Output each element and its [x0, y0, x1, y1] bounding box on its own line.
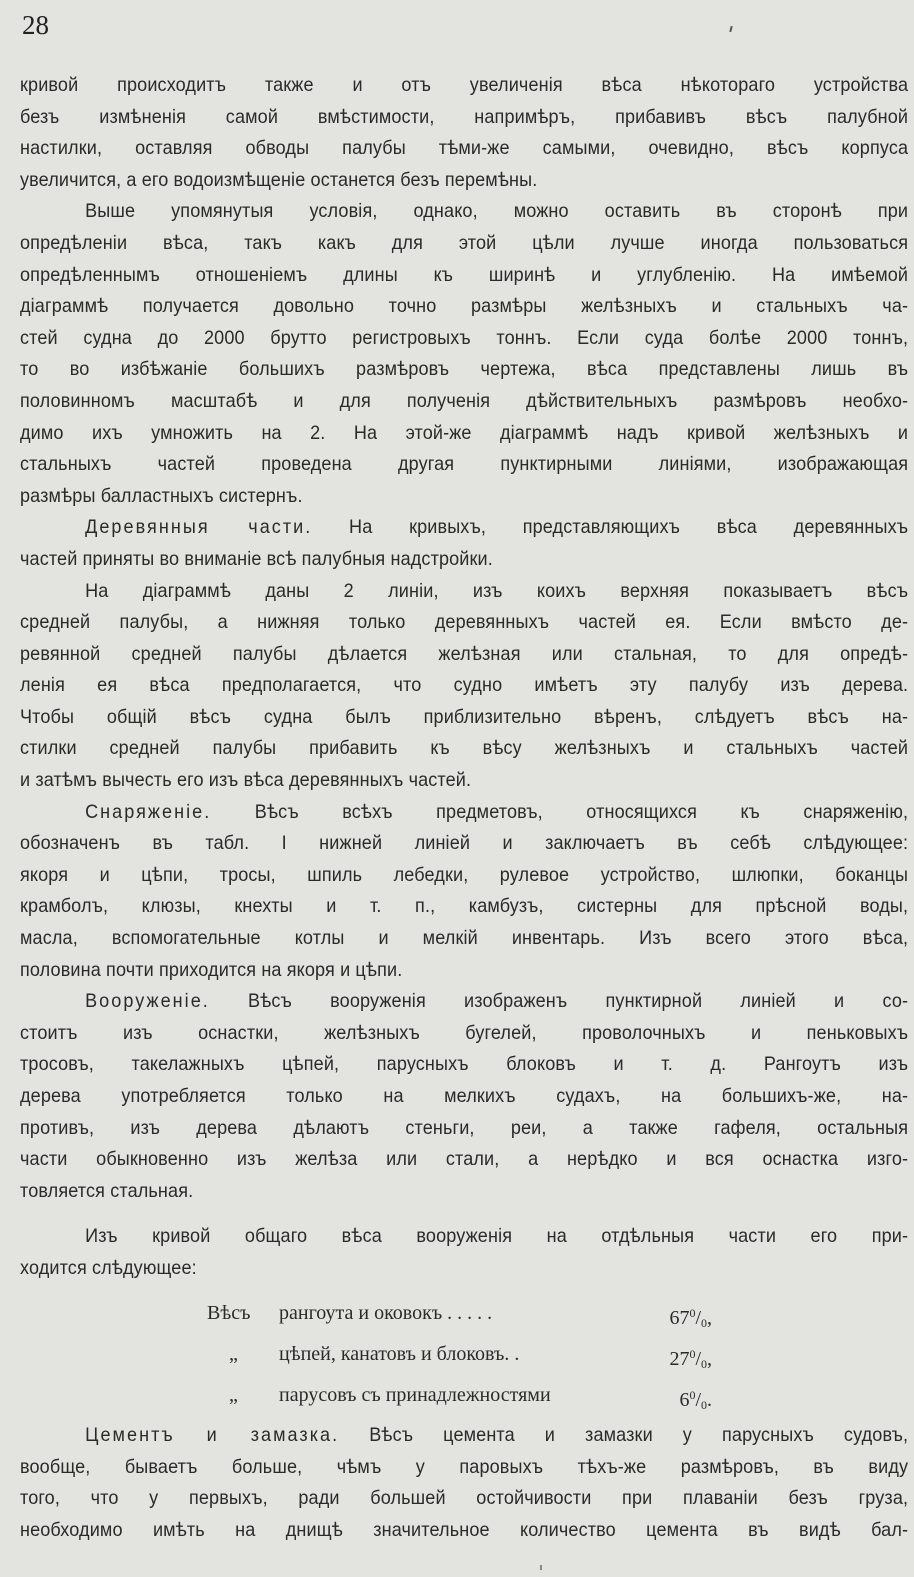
text-line: Чтобы общій вѣсъ судна былъ приблизительно вѣренъ, слѣдуетъ вѣсъ на- [20, 705, 909, 728]
text-line: размѣры балластныхъ систернъ. [20, 484, 303, 507]
row-percent: $27^0/_0$, [669, 1347, 712, 1371]
paragraph-rigging-breakdown [20, 1221, 908, 1284]
text-line: увеличится, а его водоизмѣщеніе останется безъ перемѣны. [20, 168, 538, 191]
text-line: опредѣленнымъ отношеніемъ длины къ ширинѣ и углубленію. На имѣемой [20, 263, 909, 286]
section-heading: Цементъ и замазка. [85, 1424, 340, 1446]
row-item: рангоута и оковокъ . . . . . [279, 1302, 493, 1324]
text-line: ревянной средней палубы дѣлается желѣзная или стальная, то для опредѣ- [20, 642, 909, 665]
text-line: половина почти приходится на якоря и цѣпи. [20, 958, 403, 981]
paragraph-cement [20, 1420, 908, 1546]
text-line: стальныхъ частей проведена другая пунктирными линіями, изображающая [20, 453, 909, 476]
text-line: опредѣленіи вѣса, такъ какъ для этой цѣли лучше иногда пользоваться [20, 231, 909, 254]
text-line: ходится слѣдующее: [20, 1256, 197, 1279]
text-line: масла, вспомогательные котлы и мелкій инвентарь. Изъ всего этого вѣса, [20, 927, 909, 950]
text-line: частей приняты во вниманіе всѣ палубныя надстройки. [20, 547, 493, 570]
section-heading: Деревянныя части. [85, 516, 313, 539]
text-line: безъ измѣненія самой вмѣстимости, напримѣръ, прибавивъ вѣсъ палубной [20, 105, 909, 128]
text-line: и затѣмъ вычесть его изъ вѣса деревянныхъ частей. [20, 769, 472, 792]
section-heading: Вооруженіе. [85, 990, 210, 1013]
text-line: діаграммѣ получается довольно точно размѣры желѣзныхъ и стальныхъ ча- [20, 295, 909, 318]
body-text-bottom [20, 1420, 908, 1546]
text-line: якоря и цѣпи, тросы, шпиль лебедки, рулевое устройство, шлюпки, боканцы [20, 863, 909, 886]
text-line: части обыкновенно изъ желѣза или стали, а нерѣдко и вся оснастка изго- [20, 1148, 909, 1171]
paragraph-continuation [20, 70, 908, 196]
paragraph-wooden-parts [20, 512, 908, 575]
text-line: тросовъ, такелажныхъ цѣпей, парусныхъ блоковъ и т. д. Рангоутъ изъ [20, 1053, 909, 1076]
row-item: цѣпей, канатовъ и блоковъ. . [279, 1343, 520, 1365]
row-item: парусовъ съ принадлежностями [279, 1384, 551, 1406]
section-heading: Снаряженіе. [85, 800, 212, 823]
text-line: настилки, оставляя обводы палубы тѣми-же самыми, очевидно, вѣсъ корпуса [20, 137, 909, 160]
ditto-mark: „ [229, 1384, 238, 1406]
text-line: крамболъ, клюзы, кнехты и т. п., камбузъ, систерны для прѣсной воды, [20, 895, 909, 918]
paragraph-rigging [20, 986, 908, 1207]
text-line: стей судна до 2000 брутто регистровыхъ тоннъ. Если суда болѣе 2000 тоннъ, [20, 326, 909, 349]
text-line: Деревянныя части. На кривыхъ, представляющихъ вѣса деревянныхъ [85, 516, 909, 539]
table-row [207, 1380, 712, 1421]
text-line: Выше упомянутыя условія, однако, можно оставить въ сторонѣ при [85, 200, 909, 223]
page-number: 28 [22, 10, 49, 40]
text-line: димо ихъ умножить на 2. На этой-же діаграммѣ надъ кривой желѣзныхъ и [20, 421, 909, 444]
paragraph-conditions [20, 196, 908, 512]
text-line: вообще, бываетъ больше, чѣмъ у паровыхъ тѣхъ-же размѣровъ, въ виду [20, 1455, 909, 1478]
rigging-weight-table [207, 1298, 712, 1421]
paragraph-middle-deck [20, 576, 908, 797]
text-line: дерева употребляется только на мелкихъ судахъ, на большихъ-же, на- [20, 1085, 909, 1107]
text-line: Цементъ и замазка. Вѣсъ цемента и замазки у парусныхъ судовъ, [85, 1424, 909, 1446]
text-line: того, что у первыхъ, ради большей остойчивости при плаваніи безъ груза, [20, 1487, 909, 1510]
text-line: то во избѣжаніе большихъ размѣровъ чертежа, вѣса представлены лишь въ [20, 358, 909, 381]
text-line: Снаряженіе. Вѣсъ всѣхъ предметовъ, относящихся къ снаряженію, [85, 800, 909, 823]
text-line: стилки средней палубы прибавить къ вѣсу желѣзныхъ и стальныхъ частей [20, 737, 909, 760]
text-line: товляется стальная. [20, 1179, 194, 1202]
text-line: средней палубы, а нижняя только деревянныхъ частей ея. Если вмѣсто де- [20, 611, 909, 634]
paragraph-equipment [20, 797, 908, 987]
text-line: Вооруженіе. Вѣсъ вооруженія изображенъ пунктирной линіей и со- [85, 990, 909, 1013]
text-line: необходимо имѣть на днищѣ значительное количество цемента въ видѣ бал- [20, 1518, 909, 1541]
text-line: кривой происходитъ также и отъ увеличенія вѣса нѣкотораго устройства [20, 74, 909, 96]
ditto-mark: „ [229, 1343, 238, 1365]
text-line: Изъ кривой общаго вѣса вооруженія на отдѣльныя части его при- [85, 1225, 909, 1248]
text-line: ленія ея вѣса предполагается, что судно имѣетъ эту палубу изъ дерева. [20, 674, 909, 697]
text-line: противъ, изъ дерева дѣлаютъ стеньги, реи, а также гафеля, остальныя [20, 1116, 909, 1139]
print-mark [729, 26, 732, 32]
row-prefix: Вѣсъ [207, 1302, 251, 1324]
text-line: На діаграммѣ даны 2 линіи, изъ коихъ верхняя показываетъ вѣсъ [85, 579, 909, 602]
text-line: половинномъ масштабѣ и для полученія дѣйствительныхъ размѣровъ необхо- [20, 389, 909, 412]
body-text [20, 70, 908, 1285]
row-percent: $67^0/_0$, [669, 1306, 712, 1330]
text-line: стоитъ изъ оснастки, желѣзныхъ бугелей, проволочныхъ и пеньковыхъ [20, 1021, 909, 1044]
table-row [207, 1298, 712, 1339]
text-line: обозначенъ въ табл. I нижней линіей и заключаетъ въ себѣ слѣдующее: [20, 832, 909, 855]
table-row [207, 1339, 712, 1380]
print-mark [540, 1565, 542, 1570]
row-percent: $6^0/_0$. [679, 1388, 712, 1412]
